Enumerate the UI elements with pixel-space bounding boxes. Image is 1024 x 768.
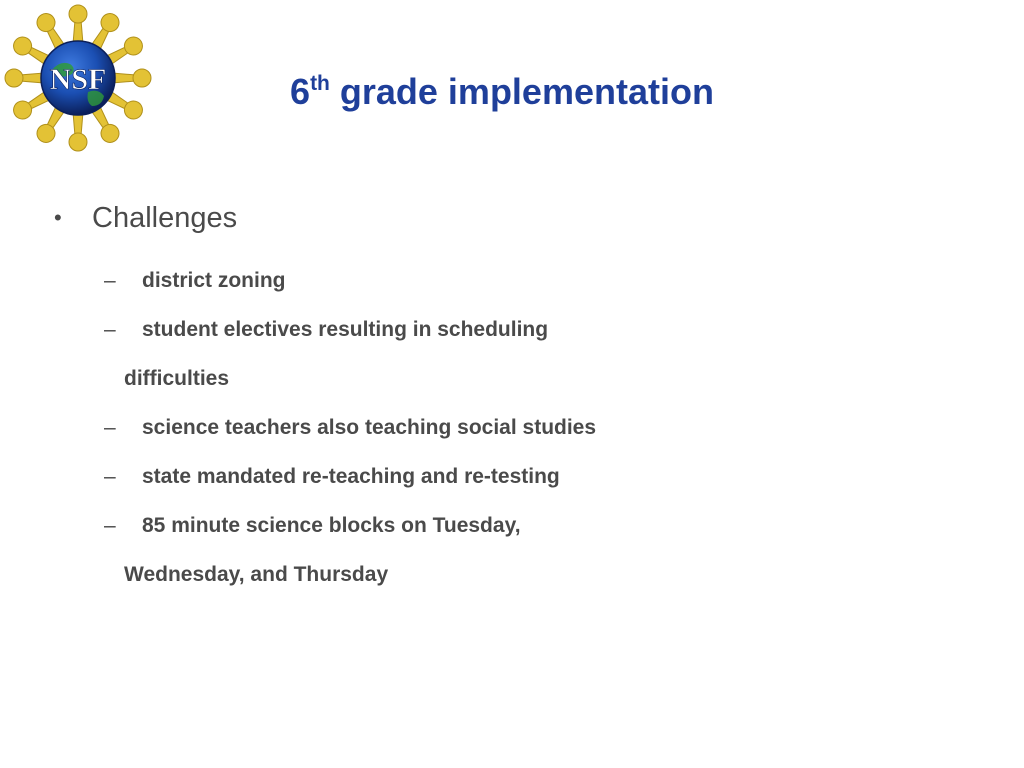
slide-title [200, 64, 804, 120]
logo-petal [112, 69, 151, 87]
sub-bullet-text: state mandated re-teaching and re-testing [142, 465, 560, 488]
sub-bullet-item [104, 256, 624, 305]
bullet-challenges [54, 192, 954, 244]
logo-petal-head [5, 69, 23, 87]
title-superscript: th [310, 72, 330, 95]
sub-bullet-text: district zoning [142, 269, 286, 292]
dash-icon: – [104, 465, 116, 488]
logo-petal-head [69, 5, 87, 23]
logo-text: NSF [49, 63, 107, 96]
bullet-dot-icon: • [54, 205, 62, 230]
dash-icon: – [104, 318, 116, 341]
sub-bullet-item [104, 403, 624, 452]
sub-bullet-text: science teachers also teaching social studies [142, 416, 597, 439]
nsf-logo [0, 0, 156, 156]
sub-bullet-item [104, 305, 624, 403]
bullet-list [54, 192, 954, 599]
sub-bullet-continuation: Wednesday, and Thursday [124, 563, 389, 586]
sub-bullet-item [104, 501, 624, 599]
logo-petal-head [133, 69, 151, 87]
sub-bullet-list [54, 256, 954, 599]
title-number: 6 [290, 71, 311, 112]
logo-petal-head [69, 133, 87, 151]
logo-petal [69, 112, 87, 151]
sub-bullet-item [104, 452, 624, 501]
dash-icon: – [104, 269, 116, 292]
sub-bullet-continuation: difficulties [124, 367, 230, 390]
dash-icon: – [104, 416, 116, 439]
logo-petal [69, 5, 87, 44]
nsf-logo-icon [0, 0, 156, 156]
dash-icon: – [104, 514, 116, 537]
logo-petal [5, 69, 44, 87]
title-text: grade implementation [329, 71, 714, 112]
sub-bullet-text: 85 minute science blocks on Tuesday, [142, 514, 521, 537]
bullet-label: Challenges [92, 201, 238, 234]
sub-bullet-text: student electives resulting in scheduling [142, 318, 549, 341]
